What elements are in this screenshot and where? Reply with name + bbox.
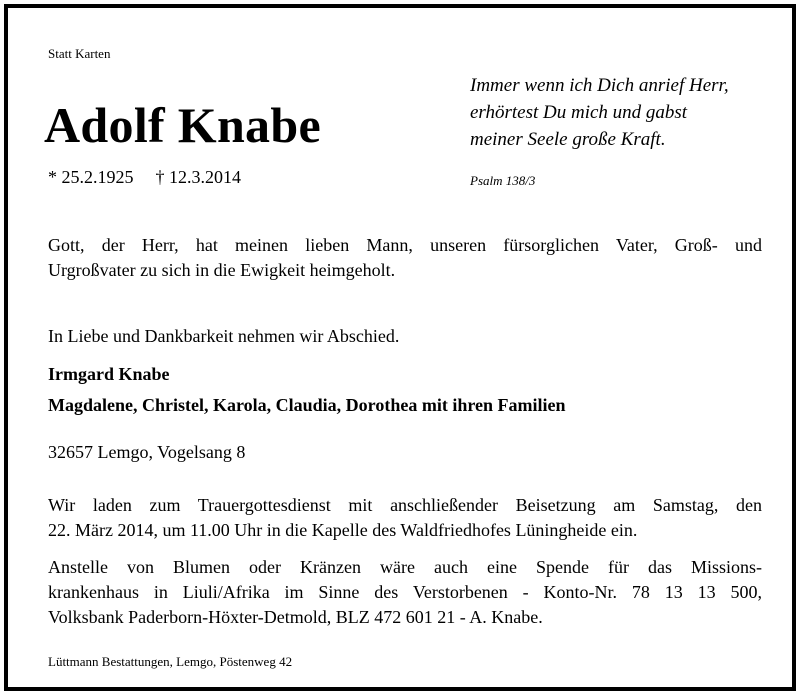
- undertaker-credit: Lüttmann Bestattungen, Lemgo, Pöstenweg 42: [48, 654, 293, 669]
- death-date: † 12.3.2014: [155, 167, 241, 187]
- widow-name: Irmgard Knabe: [48, 364, 170, 384]
- announcement-line: Gott, der Herr, hat meinen lieben Mann, unseren fürsorglichen Vater, Groß- und: [48, 235, 762, 255]
- psalm-quote-line: erhörtest Du mich und gabst: [470, 102, 688, 123]
- statt-karten-label: Statt Karten: [48, 46, 111, 61]
- donation-line: krankenhaus in Liuli/Afrika im Sinne des Verstorbenen - Konto-Nr. 78 13 13 500,: [48, 582, 762, 602]
- donation-line: Volksbank Paderborn-Höxter-Detmold, BLZ 472 601 21 - A. Knabe.: [48, 607, 543, 627]
- donation-line: Anstelle von Blumen oder Kränzen wäre auch eine Spende für das Missions-: [48, 557, 762, 577]
- obituary-frame: [4, 4, 796, 691]
- psalm-quote-line: meiner Seele große Kraft.: [470, 129, 666, 150]
- children-names: Magdalene, Christel, Karola, Claudia, Dorothea mit ihren Familien: [48, 395, 566, 415]
- deceased-name: Adolf Knabe: [44, 97, 321, 153]
- birth-date: * 25.2.1925: [48, 167, 134, 187]
- announcement-paragraph: [48, 233, 762, 283]
- life-dates: [48, 167, 241, 188]
- service-line: 22. März 2014, um 11.00 Uhr in die Kapelle des Waldfriedhofes Lüningheide ein.: [48, 520, 638, 540]
- farewell-text: In Liebe und Dankbarkeit nehmen wir Abschied.: [48, 326, 400, 346]
- service-line: Wir laden zum Trauergottesdienst mit anschließender Beisetzung am Samstag, den: [48, 495, 762, 515]
- announcement-line: Urgroßvater zu sich in die Ewigkeit heimgeholt.: [48, 260, 396, 280]
- psalm-quote-line: Immer wenn ich Dich anrief Herr,: [470, 75, 729, 96]
- family-address: 32657 Lemgo, Vogelsang 8: [48, 442, 246, 462]
- psalm-reference: Psalm 138/3: [470, 173, 536, 188]
- psalm-quote: [470, 72, 729, 153]
- donation-paragraph: [48, 555, 762, 630]
- service-paragraph: [48, 493, 762, 543]
